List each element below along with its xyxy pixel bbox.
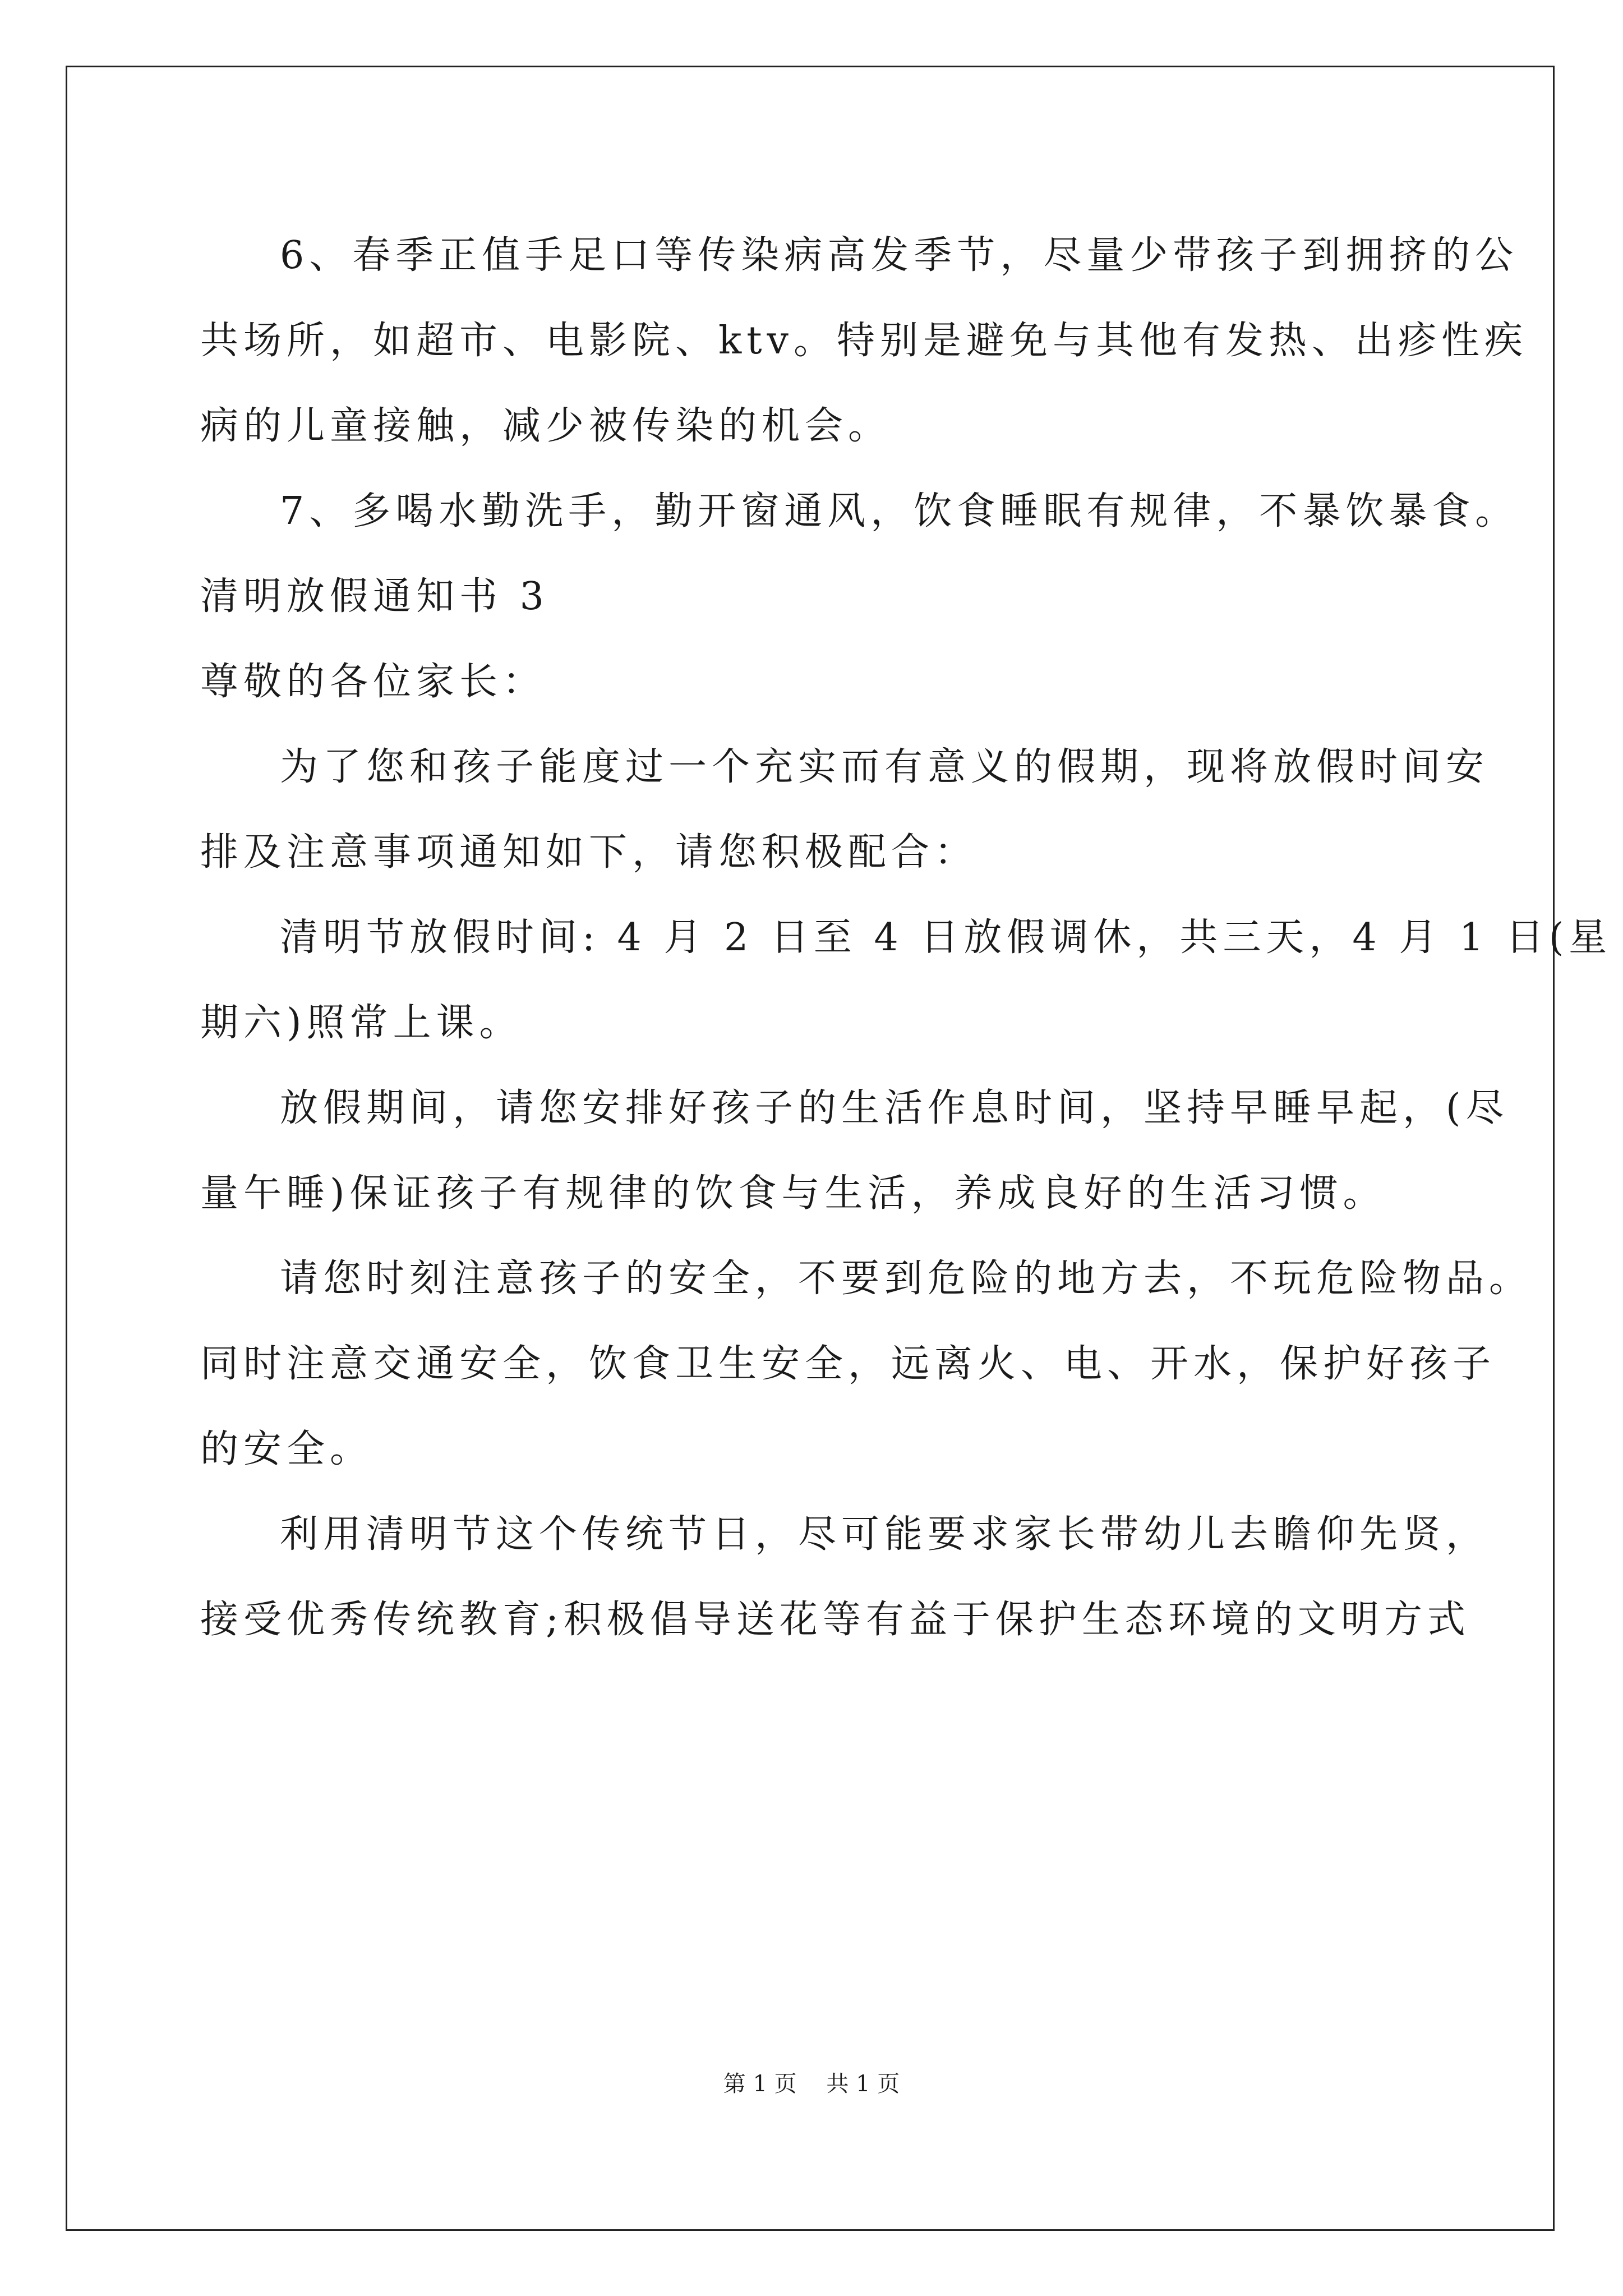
paragraph-line: 清明节放假时间: 4 月 2 日至 4 日放假调休，共三天，4 月 1 日(星 <box>280 915 1612 960</box>
paragraph-line: 排及注意事项通知如下，请您积极配合： <box>200 830 978 875</box>
page-number: 第 1 页 <box>723 2071 797 2097</box>
salutation: 尊敬的各位家长： <box>200 660 546 704</box>
paragraph-line: 6、春季正值手足口等传染病高发季节，尽量少带孩子到拥挤的公 <box>280 233 1519 278</box>
paragraph-line: 期六)照常上课。 <box>200 1001 523 1045</box>
paragraph-line: 同时注意交通安全，饮食卫生安全，远离火、电、开水，保护好孩子 <box>200 1342 1496 1386</box>
paragraph-line: 放假期间，请您安排好孩子的生活作息时间，坚持早睡早起，(尽 <box>280 1086 1509 1130</box>
paragraph-line: 的安全。 <box>200 1427 374 1471</box>
section-title: 清明放假通知书 3 <box>200 574 549 619</box>
paragraph-line: 利用清明节这个传统节日，尽可能要求家长带幼儿去瞻仰先贤， <box>280 1512 1490 1557</box>
paragraph-line: 病的儿童接触，减少被传染的机会。 <box>200 404 892 448</box>
paragraph-line: 共场所，如超市、电影院、ktv。特别是避免与其他有发热、出疹性疾 <box>200 319 1528 363</box>
page-footer <box>0 2070 1623 2098</box>
paragraph-line: 量午睡)保证孩子有规律的饮食与生活，养成良好的生活习惯。 <box>200 1171 1386 1216</box>
page-total: 共 1 页 <box>826 2071 900 2097</box>
paragraph-line: 请您时刻注意孩子的安全，不要到危险的地方去，不玩危险物品。 <box>280 1257 1533 1301</box>
paragraph-line: 接受优秀传统教育;积极倡导送花等有益于保护生态环境的文明方式 <box>200 1598 1470 1642</box>
document-body <box>200 213 1612 1663</box>
paragraph-line: 7、多喝水勤洗手，勤开窗通风，饮食睡眠有规律，不暴饮暴食。 <box>280 489 1519 533</box>
paragraph-line: 为了您和孩子能度过一个充实而有意义的假期，现将放假时间安 <box>280 745 1490 789</box>
